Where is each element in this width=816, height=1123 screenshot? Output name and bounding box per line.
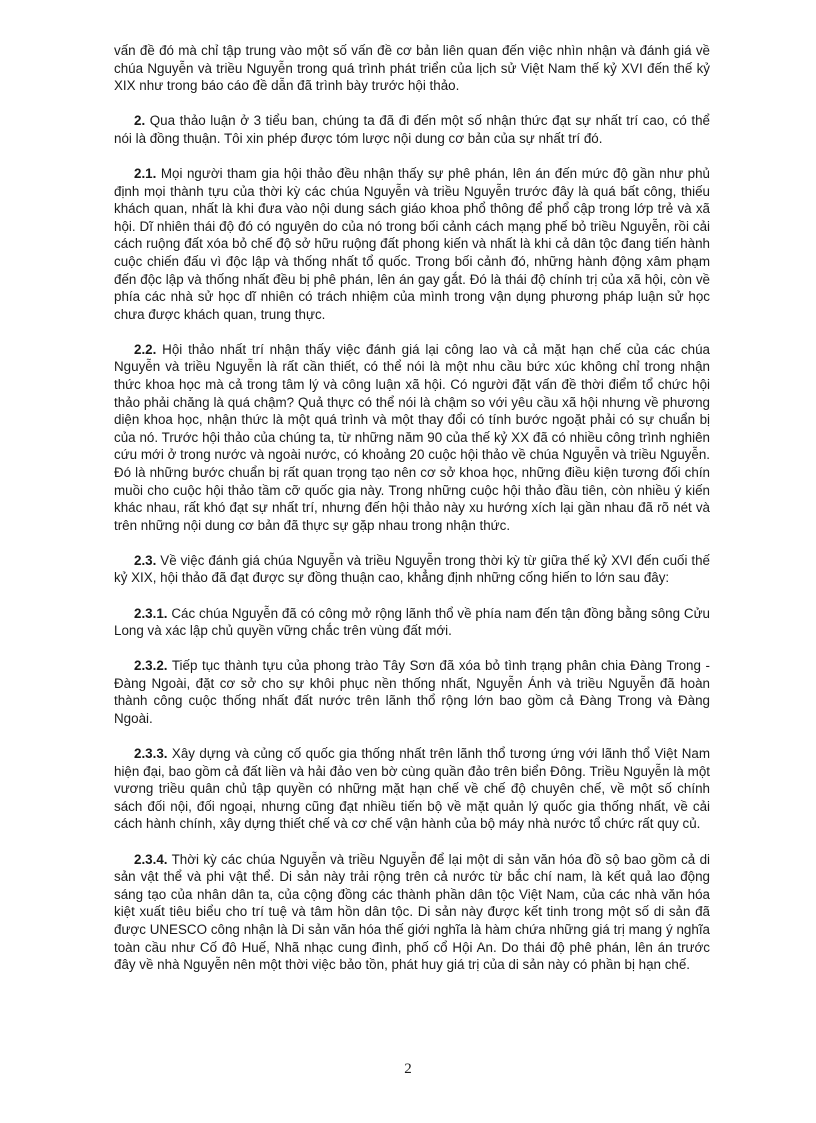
paragraph-2-3-1 <box>114 605 710 640</box>
paragraph-text: Các chúa Nguyễn đã có công mở rộng lãnh thổ về phía nam đến tận đồng bằng sông Cửu Long và xác lập chủ quyền vững chắc trên vùng đất mới. <box>114 605 710 639</box>
paragraph-text: Tiếp tục thành tựu của phong trào Tây Sơn đã xóa bỏ tình trạng phân chia Đàng Trong - Đàng Ngoài, đặt cơ sở cho sự khôi phục nền thống nhất, Nguyễn Ánh và triều Nguyễn đã hoàn thành công cuộc thống nhất đất nước trên lãnh thổ rộng lớn bao gồm cả Đàng Trong và Đàng Ngoài. <box>114 658 710 726</box>
section-number: 2.3.2. <box>134 658 168 674</box>
paragraph-2-3 <box>114 552 710 587</box>
paragraph-text: vấn đề đó mà chỉ tập trung vào một số vấn đề cơ bản liên quan đến việc nhìn nhận và đánh giá về chúa Nguyễn và triều Nguyễn trong quá trình phát triển của lịch sử Việt Nam thế kỷ XVI đến thế kỷ XIX như trong báo cáo đề dẫn đã trình bày trước hội thảo. <box>114 43 710 94</box>
paragraph-text: Về việc đánh giá chúa Nguyễn và triều Nguyễn trong thời kỳ từ giữa thế kỷ XVI đến cuối thế kỷ XIX, hội thảo đã đạt được sự đồng thuận cao, khẳng định những cống hiến to lớn sau đây: <box>114 552 710 586</box>
paragraph-text: Xây dựng và củng cố quốc gia thống nhất trên lãnh thổ tương ứng với lãnh thổ Việt Nam hiện đại, bao gồm cả đất liền và hải đảo ven bờ cùng quần đảo trên biển Đông. Triều Nguyễn là một vương triều quân chủ tập quyền có những mặt hạn chế về chế độ chuyên chế, về một số chính sách đối nội, đối ngoại, nhưng cũng đạt nhiều tiến bộ về mặt quản lý quốc gia thống nhất, về cải cách hành chính, xây dựng thiết chế và cơ chế vận hành của bộ máy nhà nước tổ chức rất quy củ. <box>114 746 710 832</box>
section-number: 2.2. <box>134 341 157 357</box>
section-number: 2. <box>134 113 146 129</box>
section-number: 2.3.1. <box>134 605 168 621</box>
paragraph-2-1 <box>114 165 710 323</box>
paragraph-text: Qua thảo luận ở 3 tiểu ban, chúng ta đã đi đến một số nhận thức đạt sự nhất trí cao, có thể nói là đồng thuận. Tôi xin phép được tóm lược nội dung cơ bản của sự nhất trí đó. <box>114 113 710 146</box>
section-number: 2.1. <box>134 165 157 181</box>
section-number: 2.3.4. <box>134 851 168 867</box>
document-body <box>114 42 710 991</box>
paragraph-2-2 <box>114 341 710 535</box>
paragraph-text: Hội thảo nhất trí nhận thấy việc đánh giá lại công lao và cả mặt hạn chế của các chúa Nguyễn và triều Nguyễn là rất cần thiết, có thể nói là một nhu cầu bức xúc không chỉ trong nhận thức khoa học mà cả trong tâm lý và công luận xã hội. Có người đặt vấn đề thời điểm tổ chức hội thảo phải chăng là quá chậm? Quả thực có thể nói là chậm so với yêu cầu xã hội nhưng về phương diện khoa học, nhận thức là một quá trình và một thay đổi có tính bước ngoặt phải có sự chuẩn bị của nó. Trước hội thảo của chúng ta, từ những năm 90 của thế kỷ XX đã có nhiều công trình nghiên cứu mới ở trong nước và ngoài nước, có khoảng 20 cuộc hội thảo về chúa Nguyễn và triều Nguyễn. Đó là những bước chuẩn bị rất quan trọng tạo nên cơ sở khoa học, những điều kiện tương đối chín muồi cho cuộc hội thảo tầm cỡ quốc gia này. Trong những cuộc hội thảo đầu tiên, còn nhiều ý kiến khác nhau, rất khó đạt sự nhất trí, nhưng đến hội thảo này xu hướng xích lại gần nhau đã rõ nét và trên những nội dung cơ bản đã thực sự gặp nhau trong nhận thức. <box>114 341 710 533</box>
section-number: 2.3. <box>134 552 157 568</box>
page-number: 2 <box>404 1061 412 1077</box>
paragraph-2-3-3 <box>114 745 710 833</box>
paragraph-2-3-4 <box>114 851 710 974</box>
paragraph-intro-continuation <box>114 42 710 95</box>
paragraph-2 <box>114 112 710 147</box>
paragraph-2-3-2 <box>114 657 710 727</box>
section-number: 2.3.3. <box>134 746 168 762</box>
paragraph-text: Thời kỳ các chúa Nguyễn và triều Nguyễn để lại một di sản văn hóa đồ sộ bao gồm cả di sản vật thể và phi vật thể. Di sản này trải rộng trên cả nước từ bắc chí nam, là kết quả lao động sáng tạo của nhân dân ta, của cộng đồng các thành phần dân tộc Việt Nam, của các nhà văn hóa kiệt xuất tiêu biểu cho trí tuệ và tâm hồn dân tộc. Di sản này được kết tinh trong một số di sản đã được UNESCO công nhận là Di sản văn hóa thế giới nghĩa là hàm chứa những giá trị mang ý nghĩa toàn cầu như Cố đô Huế, Nhã nhạc cung đình, phố cổ Hội An. Do thái độ phê phán, lên án trước đây về nhà Nguyễn nên một thời việc bảo tồn, phát huy giá trị của di sản này có phần bị hạn chế. <box>114 851 710 973</box>
paragraph-text: Mọi người tham gia hội thảo đều nhận thấy sự phê phán, lên án đến mức độ gần như phủ định mọi thành tựu của thời kỳ các chúa Nguyễn và triều Nguyễn trước đây là quá bất công, thiếu khách quan, nhất là khi đưa vào nội dung sách giáo khoa phổ thông để phổ cập trong lớp trẻ và xã hội. Dĩ nhiên thái độ đó có nguyên do của nó trong bối cảnh cách mạng phế bỏ triều Nguyễn, rồi cải cách ruộng đất xóa bỏ chế độ sở hữu ruộng đất phong kiến và nhất là khi cả dân tộc đang tiến hành cuộc chiến đấu vì độc lập và thống nhất tổ quốc. Trong bối cảnh đó, những hành động xâm phạm đến độc lập và thống nhất đều bị phê phán, lên án gay gắt. Đó là thái độ chính trị của xã hội, còn về phía các nhà sử học dĩ nhiên có trách nhiệm của mình trong vận dụng phương pháp luận sử học chưa được khách quan, trung thực. <box>114 165 710 322</box>
